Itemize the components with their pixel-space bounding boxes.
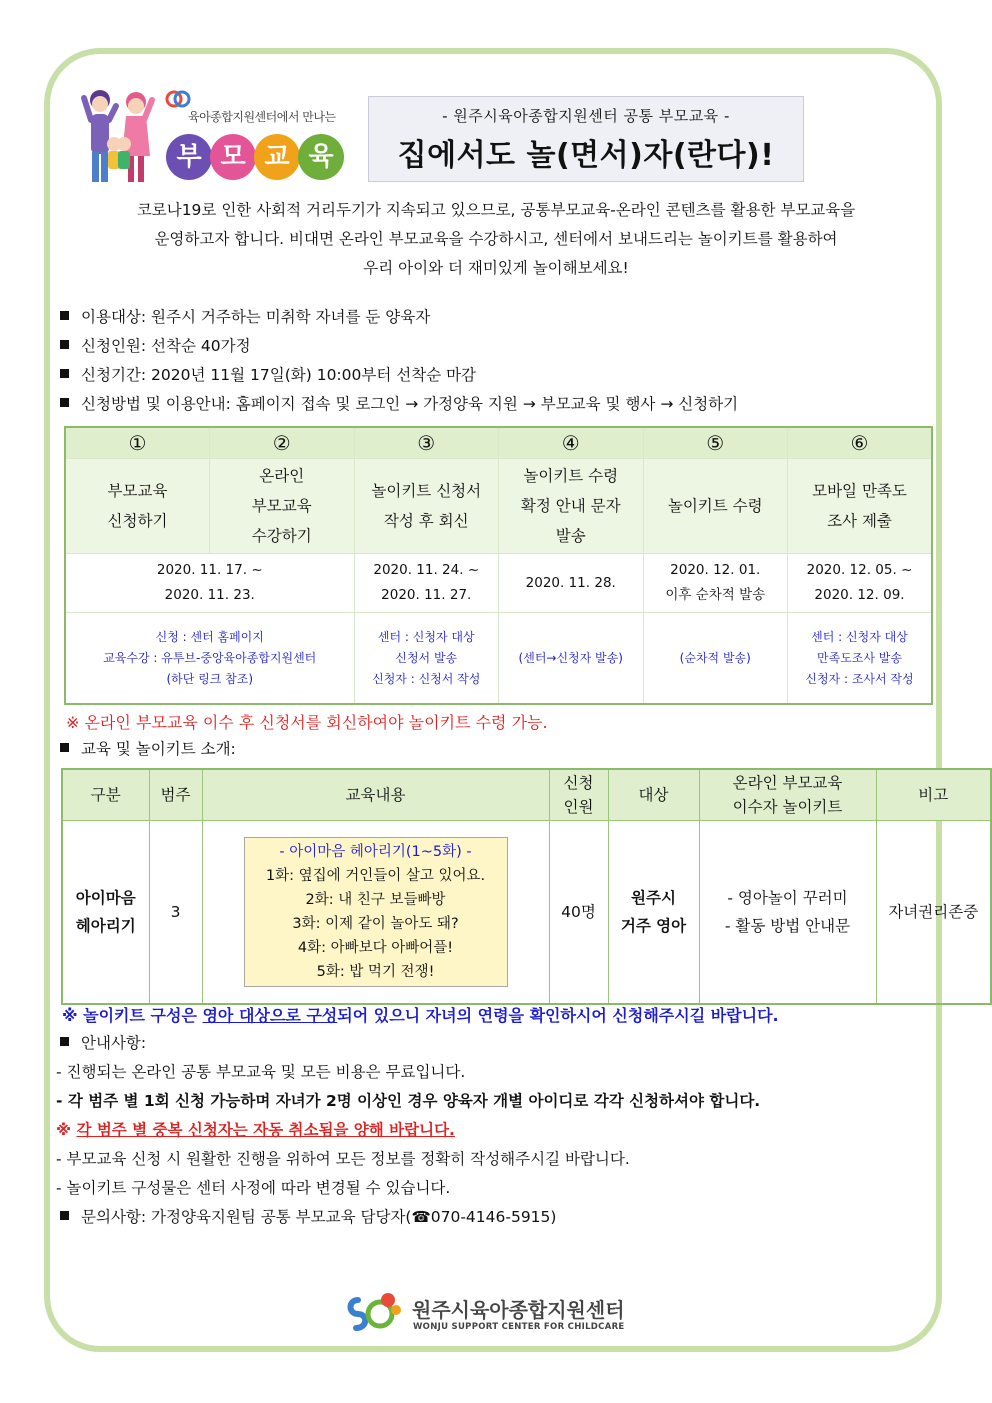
bullet-target: 이용대상: 원주시 거주하는 미취학 자녀를 둔 양육자 [56,303,936,332]
program-row [62,821,991,1005]
note-free: - 진행되는 온라인 공통 부모교육 및 모든 비용은 무료입니다. [56,1063,466,1081]
logo-char-yuk: 육 [298,134,344,180]
program-target: 원주시 거주 영아 [608,821,699,1005]
step-date: 2020. 11. 24. ~ 2020. 11. 27. [354,554,499,613]
notes-section [56,1029,946,1232]
step-note: 신청 : 센터 홈페이지 교육수강 : 유투브-중앙육아종합지원센터 (하단 링크 참조) [65,613,354,705]
page-subtitle: - 원주시육아종합지원센터 공통 부모교육 - [442,107,730,125]
center-name-english: WONJU SUPPORT CENTER FOR CHILDCARE [413,1322,625,1332]
step-date: 2020. 11. 17. ~ 2020. 11. 23. [65,554,354,613]
note-contact: 문의사항: 가정양육지원팀 공통 부모교육 담당자(☎070-4146-5915) [56,1203,946,1232]
step-date: 2020. 12. 05. ~ 2020. 12. 09. [788,554,933,613]
program-header-row: 구분 범주 교육내용 신청 인원 대상 온라인 부모교육 이수자 놀이키트 비고 [62,769,991,821]
program-content [202,821,549,1005]
program-table [61,768,992,1005]
step-label: 부모교육 신청하기 [65,459,210,554]
program-remark: 자녀권리존중 [876,821,991,1005]
center-name: 원주시육아종합지원센터 [412,1298,625,1322]
kit-warning: ※ 온라인 부모교육 이수 후 신청서를 회신하여야 놀이키트 수령 가능. [66,713,548,732]
square-bullet-icon [60,340,69,349]
logo-tagline: 육아종합지원센터에서 만나는 [188,110,336,124]
title-box [368,96,804,182]
info-bullets [56,303,936,419]
step-label: 온라인 부모교육 수강하기 [210,459,355,554]
logo-char-gyo: 교 [254,134,300,180]
step-note: (순차적 발송) [643,613,788,705]
step-label: 모바일 만족도 조사 제출 [788,459,933,554]
step-date-row [65,554,932,613]
square-bullet-icon [60,369,69,378]
logo-char-bu: 부 [166,134,212,180]
bullet-method: 신청방법 및 이용안내: 홈페이지 접속 및 로그인 → 가정양육 지원 → 부모교육 및 행사 → 신청하기 [56,390,936,419]
step-date: 2020. 12. 01. 이후 순차적 발송 [643,554,788,613]
episode-list: - 아이마음 헤아리기(1~5화) - 1화: 옆집에 거인들이 살고 있어요. 2화: 내 친구 보들빠방 3화: 이제 같이 놀아도 돼? 4화: 아빠보다 아빠어플! 5화: 밥 먹기 전쟁! [244,837,508,987]
step-note: 센터 : 신청자 대상 신청서 발송 신청자 : 신청서 작성 [354,613,499,705]
square-bullet-icon [60,398,69,407]
step-label: 놀이키트 수령 [643,459,788,554]
step-label-row [65,459,932,554]
step-note: (센터→신청자 발송) [499,613,644,705]
note-accuracy: - 부모교육 신청 시 원활한 진행을 위하여 모든 정보를 정확히 작성해주시길 바랍니다. [56,1150,630,1168]
age-warning: ※ 놀이키트 구성은 영아 대상으로 구성되어 있으니 자녀의 연령을 확인하시어 신청해주시길 바랍니다. [62,1006,779,1025]
center-logo-icon [344,1290,404,1338]
bullet-capacity: 신청인원: 선착순 40가정 [56,332,936,361]
bullet-period: 신청기간: 2020년 11월 17일(화) 10:00부터 선착순 마감 [56,361,936,390]
intro-paragraph: 코로나19로 인한 사회적 거리두기가 지속되고 있으므로, 공통부모교육-온라인 콘텐츠를 활용한 부모교육을 운영하고자 합니다. 비대면 온라인 부모교육을 수강하시고, 센터에서 보내드리는 놀이키트를 활용하여 우리 아이와 더 재미있게 놀이해보세요! [136,201,856,277]
step-note-row [65,613,932,705]
note-per-category: - 각 범주 별 1회 신청 가능하며 자녀가 2명 이상인 경우 양육자 개별 아이디로 각각 신청하셔야 합니다. [56,1092,761,1110]
program-category: 3 [149,821,202,1005]
process-table [64,426,933,705]
program-count: 40명 [549,821,608,1005]
step-number-row: ① ② ③ ④ ⑤ ⑥ [65,427,932,459]
section-heading: 교육 및 놀이키트 소개: [56,737,236,759]
program-kit: - 영아놀이 꾸러미 - 활동 방법 안내문 [699,821,876,1005]
square-bullet-icon [60,1211,69,1220]
notes-heading: 안내사항: [56,1029,946,1058]
logo-char-mo: 모 [210,134,256,180]
note-kit-change: - 놀이키트 구성물은 센터 사정에 따라 변경될 수 있습니다. [56,1179,451,1197]
square-bullet-icon [60,1037,69,1046]
program-name: 아이마음 헤아리기 [62,821,149,1005]
step-label: 놀이키트 수령 확정 안내 문자 발송 [499,459,644,554]
square-bullet-icon [60,311,69,320]
note-duplicate: ※ 각 범주 별 중복 신청자는 자동 취소됨을 양해 바랍니다. [56,1121,455,1139]
page-title: 집에서도 놀(면서)자(란다)! [397,138,775,173]
step-label: 놀이키트 신청서 작성 후 회신 [354,459,499,554]
square-bullet-icon [60,743,69,752]
step-date: 2020. 11. 28. [499,554,644,613]
step-note: 센터 : 신청자 대상 만족도조사 발송 신청자 : 조사서 작성 [788,613,933,705]
